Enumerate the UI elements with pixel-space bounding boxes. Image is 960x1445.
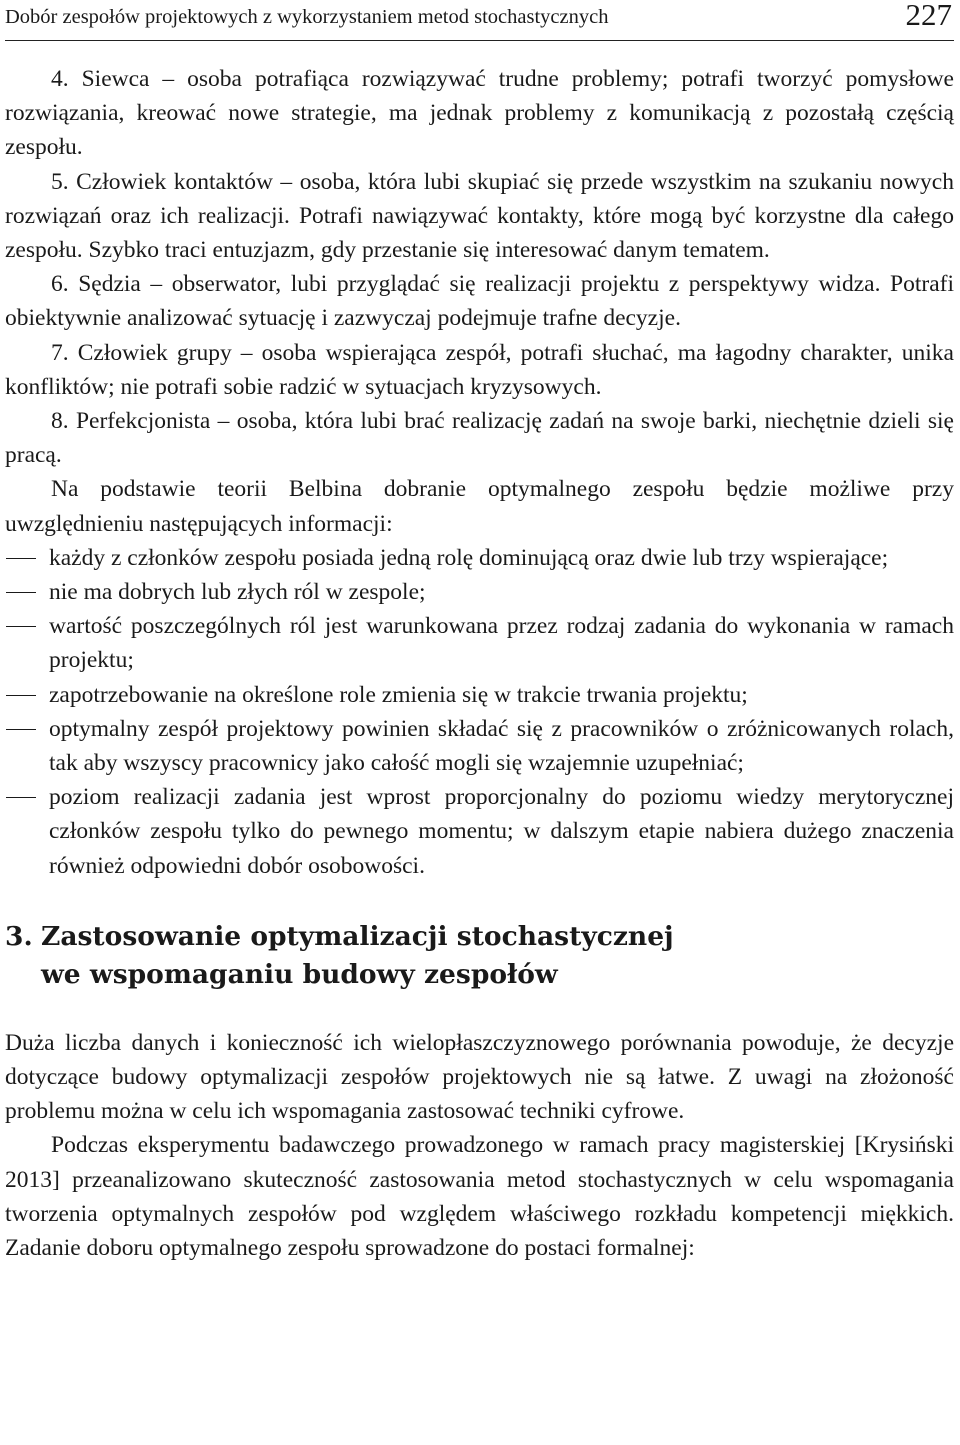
page-header	[5, 0, 954, 41]
running-title: Dobór zespołów projektowych z wykorzystaniem metod stochastycznych	[5, 6, 609, 28]
role-item-8: 8. Perfekcjonista – osoba, która lubi brać realizację zadań na swoje barki, niechętnie dzieli się pracą.	[5, 408, 954, 469]
list-item: nie ma dobrych lub złych ról w zespole;	[5, 575, 954, 609]
section-number: 3.	[5, 920, 33, 952]
list-item: optymalny zespół projektowy powinien składać się z pracowników o zróżnicowanych rolach, tak aby wszyscy pracownicy jako całość mogli się wzajemnie uzupełniać;	[5, 712, 954, 780]
section-heading	[5, 918, 954, 994]
section-title-line2: we wspomaganiu budowy zespołów	[41, 958, 558, 990]
role-item-5: 5. Człowiek kontaktów – osoba, która lubi skupiać się przede wszystkim na szukaniu nowych rozwiązań oraz ich realizacji. Potrafi nawiązywać kontakty, które mogą być korzystne dla całego zespołu. Szybko traci entuzjazm, gdy przestanie się interesować danym tematem.	[5, 168, 954, 264]
role-item-7: 7. Człowiek grupy – osoba wspierająca zespół, potrafi słuchać, ma łagodny charakter, unika konfliktów; nie potrafi sobie radzić w sytuacjach kryzysowych.	[5, 339, 954, 400]
page-number: 227	[905, 0, 952, 32]
list-item: wartość poszczególnych ról jest warunkowana przez rodzaj zadania do wykonania w ramach projektu;	[5, 609, 954, 677]
list-item: zapotrzebowanie na określone role zmienia się w trakcie trwania projektu;	[5, 678, 954, 712]
belbin-intro-paragraph: Na podstawie teorii Belbina dobranie optymalnego zespołu będzie możliwe przy uwzględnieniu następujących informacji:	[5, 476, 954, 537]
list-item: każdy z członków zespołu posiada jedną rolę dominującą oraz dwie lub trzy wspierające;	[5, 541, 954, 575]
page-body	[5, 62, 954, 1265]
section-title-line1: Zastosowanie optymalizacji stochastycznej	[41, 920, 674, 952]
section-paragraph: Duża liczba danych i konieczność ich wielopłaszczyznowego porównania powoduje, że decyzje dotyczące budowy optymalizacji zespołów projektowych nie są łatwe. Z uwagi na złożoność problemu można w celu ich wspomagania zastosować techniki cyfrowe.	[5, 1029, 954, 1125]
section-paragraph: Podczas eksperymentu badawczego prowadzonego w ramach pracy magisterskiej [Krysiński 2013] przeanalizowano skuteczność zastosowania metod stochastycznych w celu wspomagania tworzenia optymalnych zespołów pod względem właściwego rozkładu kompetencji miękkich. Zadanie doboru optymalnego zespołu sprowadzone do postaci formalnej:	[5, 1132, 954, 1262]
belbin-points-list	[5, 541, 954, 883]
list-item: poziom realizacji zadania jest wprost proporcjonalny do poziomu wiedzy merytorycznej członków zespołu tylko do pewnego momentu; w dalszym etapie nabiera dużego znaczenia również odpowiedni dobór osobowości.	[5, 780, 954, 883]
role-item-4: 4. Siewca – osoba potrafiąca rozwiązywać trudne problemy; potrafi tworzyć pomysłowe rozwiązania, kreować nowe strategie, ma jednak problemy z komunikacją z pozostałą częścią zespołu.	[5, 66, 954, 161]
role-item-6: 6. Sędzia – obserwator, lubi przyglądać się realizacji projektu z perspektywy widza. Potrafi obiektywnie analizować sytuację i zazwyczaj podejmuje trafne decyzje.	[5, 271, 954, 332]
